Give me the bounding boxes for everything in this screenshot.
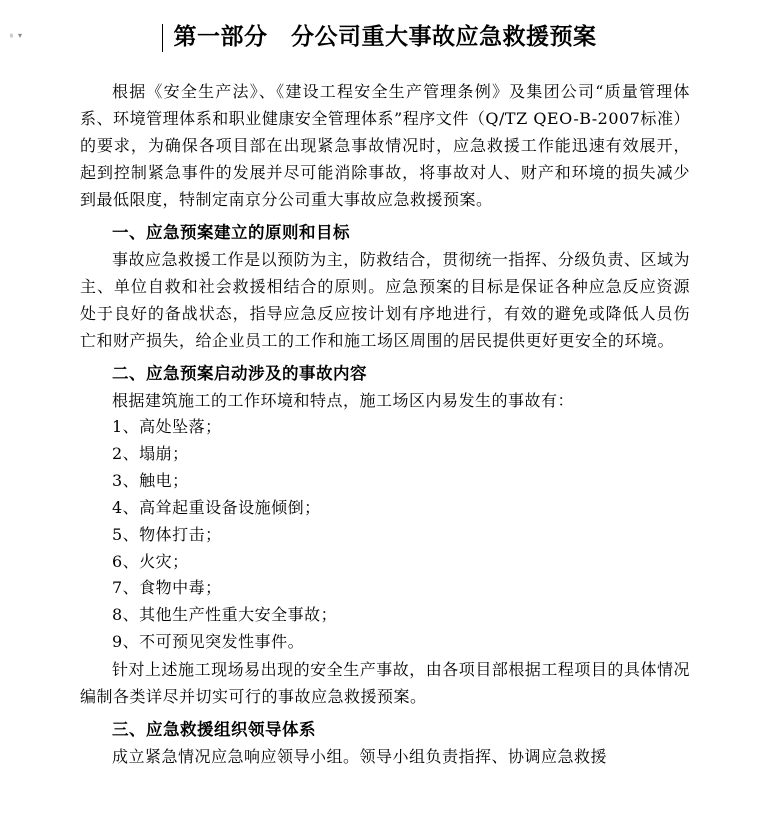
list-item: 9、不可预见突发性事件。 xyxy=(112,632,305,652)
list-item: 8、其他生产性重大安全事故； xyxy=(112,605,338,625)
document-page xyxy=(80,18,690,770)
list-item: 5、物体打击； xyxy=(112,524,222,544)
document-title xyxy=(80,18,690,56)
section-heading-3: 三、应急救援组织领导体系 xyxy=(112,720,316,740)
section-body-3: 成立紧急情况应急响应领导小组。领导小组负责指挥、协调应急救援 xyxy=(112,747,608,767)
page-glyph xyxy=(10,29,13,42)
section-heading-2: 二、应急预案启动涉及的事故内容 xyxy=(112,364,367,383)
document-icon[interactable] xyxy=(10,28,22,42)
list-item: 2、塌崩； xyxy=(112,443,189,463)
section-body-1: 事故应急救援工作是以预防为主，防救结合，贯彻统一指挥、分级负责、区域为主、单位自救和社会救援相结合的原则。应急预案的目标是保证各种应急反应资源处于良好的备战状态，指导应急反应按计划有序地进行，有效的避免或降低人员伤亡和财产损失，给企业员工的工作和施工场区周围的居民提供更好更安全的环境。 xyxy=(80,250,690,350)
list-item: 1、高处坠落； xyxy=(112,417,222,436)
section-body-2: 根据建筑施工的工作环境和特点，施工场区内易发生的事故有： xyxy=(112,391,575,410)
list-item: 6、火灾； xyxy=(112,551,189,571)
text-cursor xyxy=(162,24,163,52)
document-title-text: 第一部分 分公司重大事故应急救援预案 xyxy=(173,23,597,50)
list-item: 4、高耸起重设备设施倾倒； xyxy=(112,497,321,517)
list-item: 7、食物中毒； xyxy=(112,578,222,598)
accident-list xyxy=(80,414,690,656)
section-closing-2: 针对上述施工现场易出现的安全生产事故，由各项目部根据工程项目的具体情况编制各类详尽并切实可行的事故应急救援预案。 xyxy=(80,660,690,707)
list-item: 3、触电； xyxy=(112,470,189,490)
section-heading-1: 一、应急预案建立的原则和目标 xyxy=(112,223,350,242)
intro-paragraph: 根据《安全生产法》、《建设工程安全生产管理条例》及集团公司“质量管理体系、环境管理体系和职业健康安全管理体系”程序文件（Q/TZ QEO-B-2007标准）的要求，为确保各项目部在出现紧急事故情况时，应急救援工作能迅速有效展开，起到控制紧急事件的发展并尽可能消除事故，将事故对人、财产和环境的损失减少到最低限度，特制定南京分公司重大事故应急救援预案。 xyxy=(80,82,690,209)
chevron-down-icon[interactable]: ▾ xyxy=(17,30,22,40)
